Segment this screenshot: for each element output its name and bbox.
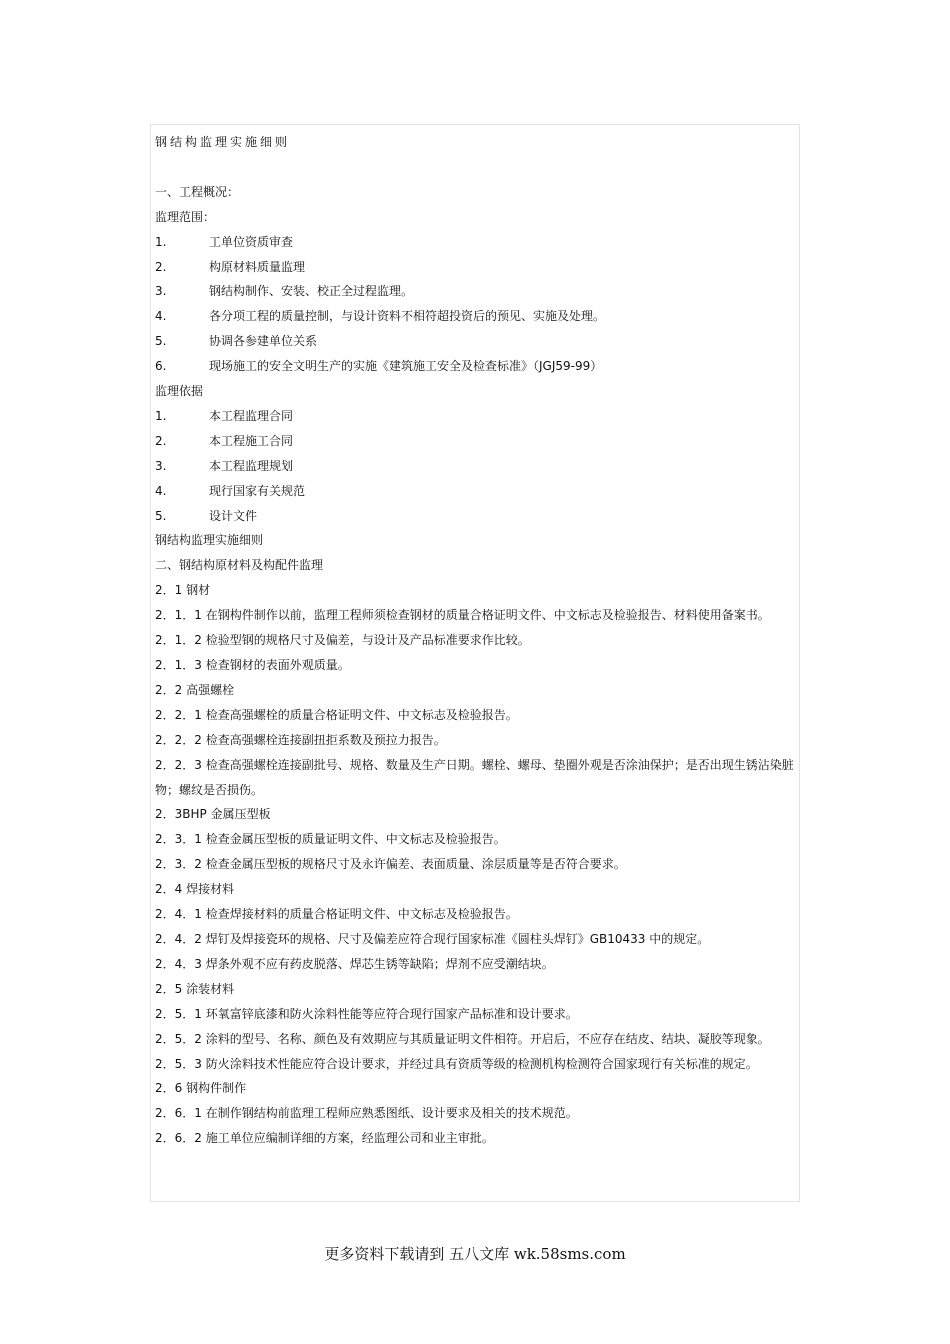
list-item: 2. 构原材料质量监理 xyxy=(155,259,306,274)
blank-line xyxy=(155,155,795,180)
footer-link[interactable]: 更多资料下载请到 五八文库 wk.58sms.com xyxy=(324,1245,626,1263)
paragraph: 2．2．3 检查高强螺栓连接副批号、规格、数量及生产日期。螺栓、螺母、垫圈外观是否涂油保护；是否出现生锈沾染脏物；螺纹是否损伤。 xyxy=(155,757,794,797)
paragraph: 2．5．2 涂料的型号、名称、颜色及有效期应与其质量证明文件相符。开启后，不应存在结皮、结块、凝胶等现象。 xyxy=(155,1031,770,1046)
paragraph: 2．2 高强螺栓 xyxy=(155,682,235,697)
paragraph: 2．4．1 检查焊接材料的质量合格证明文件、中文标志及检验报告。 xyxy=(155,907,518,922)
list-item: 6. 现场施工的安全文明生产的实施《建筑施工安全及检查标准》（JGJ59-99） xyxy=(155,359,603,374)
list-item: 1. 工单位资质审查 xyxy=(155,234,294,249)
list-item: 4. 各分项工程的质量控制，与设计资料不相符超投资后的预见、实施及处理。 xyxy=(155,309,606,324)
paragraph: 2．2．2 检查高强螺栓连接副扭拒系数及预拉力报告。 xyxy=(155,732,446,747)
paragraph: 2．5 涂装材料 xyxy=(155,981,235,996)
document-body xyxy=(155,130,795,1151)
paragraph: 2．3．2 检查金属压型板的规格尺寸及永许偏差、表面质量、涂层质量等是否符合要求。 xyxy=(155,857,626,872)
section-heading: 二、钢结构原材料及构配件监理 xyxy=(155,558,324,573)
paragraph: 2．6 钢构件制作 xyxy=(155,1081,247,1096)
paragraph: 2．5．3 防火涂料技术性能应符合设计要求，并经过具有资质等级的检测机构检测符合国家现行有关标准的规定。 xyxy=(155,1056,758,1071)
basis-heading: 监理依据 xyxy=(155,384,204,399)
paragraph: 2．1．1 在钢构件制作以前，监理工程师须检查钢材的质量合格证明文件、中文标志及检验报告、材料使用备案书。 xyxy=(155,608,770,623)
paragraph: 2．3．1 检查金属压型板的质量证明文件、中文标志及检验报告。 xyxy=(155,832,506,847)
list-item: 2. 本工程施工合同 xyxy=(155,433,294,448)
section-heading: 一、工程概况： xyxy=(155,184,240,199)
paragraph: 2．1 钢材 xyxy=(155,583,211,598)
paragraph: 2．4．2 焊钉及焊接瓷环的规格、尺寸及偏差应符合现行国家标准《圆柱头焊钉》GB10433 中的规定。 xyxy=(155,931,710,946)
paragraph: 2．1．2 检验型钢的规格尺寸及偏差，与设计及产品标准要求作比较。 xyxy=(155,633,530,648)
paragraph: 2．4．3 焊条外观不应有药皮脱落、焊芯生锈等缺陷；焊剂不应受潮结块。 xyxy=(155,956,554,971)
paragraph: 2．6．1 在制作钢结构前监理工程师应熟悉图纸、设计要求及相关的技术规范。 xyxy=(155,1106,578,1121)
list-item: 5. 协调各参建单位关系 xyxy=(155,334,318,349)
list-item: 3. 本工程监理规划 xyxy=(155,458,294,473)
paragraph: 2．6．2 施工单位应编制详细的方案，经监理公司和业主审批。 xyxy=(155,1131,494,1146)
scope-heading: 监理范围： xyxy=(155,209,216,224)
paragraph: 2．4 焊接材料 xyxy=(155,882,235,897)
paragraph: 2．5．1 环氧富锌底漆和防火涂料性能等应符合现行国家产品标准和设计要求。 xyxy=(155,1006,578,1021)
list-item: 1. 本工程监理合同 xyxy=(155,408,294,423)
document-title: 钢结构监理实施细则 xyxy=(155,135,291,149)
list-item: 4. 现行国家有关规范 xyxy=(155,483,306,498)
list-item: 3. 钢结构制作、安装、校正全过程监理。 xyxy=(155,284,414,299)
list-item: 5. 设计文件 xyxy=(155,508,258,523)
paragraph: 2．3BHP 金属压型板 xyxy=(155,807,271,822)
subtitle: 钢结构监理实施细则 xyxy=(155,533,264,548)
paragraph: 2．1．3 检查钢材的表面外观质量。 xyxy=(155,658,350,673)
paragraph: 2．2．1 检查高强螺栓的质量合格证明文件、中文标志及检验报告。 xyxy=(155,707,518,722)
